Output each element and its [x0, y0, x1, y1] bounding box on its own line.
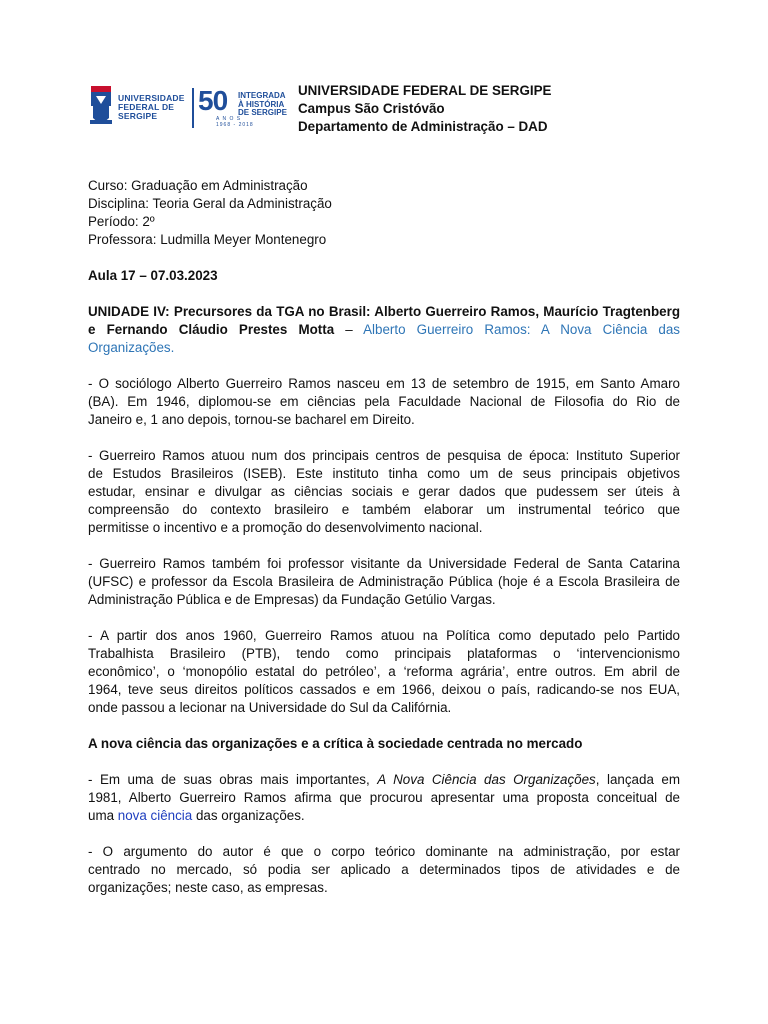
paragraph-3: - Guerreiro Ramos também foi professor visitante da Universidade Federal de Santa Catarina (UFSC) e professor da Escola Brasileira de Administração Pública (hoje é a Escola Brasileira de Administração Pública e de Empresas) da Fundação Getúlio Vargas.	[88, 556, 680, 607]
institution-name: UNIVERSIDADE FEDERAL DE SERGIPE	[298, 83, 552, 98]
department-name: Departamento de Administração – DAD	[298, 119, 548, 134]
course-line: Curso: Graduação em Administração	[88, 178, 308, 193]
paragraph-1: - O sociólogo Alberto Guerreiro Ramos nasceu em 13 de setembro de 1915, em Santo Amaro (BA). Em 1946, diplomou-se em ciências pela Faculdade Nacional de Filosofia do Rio de Janeiro e, 1 ano depois, tornou-se bacharel em Direito.	[88, 376, 680, 427]
lesson-title: Aula 17 – 07.03.2023	[88, 268, 218, 283]
document-header	[88, 82, 688, 132]
document-body	[88, 177, 680, 897]
period-line: Período: 2º	[88, 214, 155, 229]
campus-name: Campus São Cristóvão	[298, 101, 445, 116]
unit-heading: UNIDADE IV: Precursores da TGA no Brasil: Alberto Guerreiro Ramos, Maurício Tragtenberg e Fernando Cláudio Prestes Motta – Alberto Guerreiro Ramos: A Nova Ciência das Organizações.	[88, 304, 680, 355]
anniversary-number: 50	[198, 85, 228, 116]
anniversary-text: INTEGRADA À HISTÓRIA DE SERGIPE	[238, 91, 287, 117]
professor-line: Professora: Ludmilla Meyer Montenegro	[88, 232, 327, 247]
paragraph-4: - A partir dos anos 1960, Guerreiro Ramos atuou na Política como deputado pelo Partido Trabalhista Brasileiro (PTB), tendo como principais plataformas o ‘intervencionismo econômico’, o ‘monopólio estatal do petróleo’, a ‘reforma agrária’, entre outros. Em abril de 1964, teve seus direitos políticos cassados e em 1966, deixou o país, radicando-se nos EUA, onde passou a lecionar na Universidade do Sul da Califórnia.	[88, 628, 680, 715]
anniversary-sub: A N O S 1968 - 2018	[216, 116, 254, 128]
anniversary-logo	[198, 86, 298, 130]
unit-subtitle-link: Alberto Guerreiro Ramos: A Nova Ciência das	[363, 322, 680, 337]
ufs-logo-text: UNIVERSIDADE FEDERAL DE SERGIPE	[118, 93, 185, 121]
discipline-line: Disciplina: Teoria Geral da Administração	[88, 196, 332, 211]
institution-block	[298, 82, 551, 136]
ufs-crest-icon	[88, 84, 114, 128]
ufs-logo	[88, 82, 188, 130]
nova-ciencia-link[interactable]: nova ciência	[117, 808, 193, 823]
course-info	[88, 177, 680, 249]
paragraph-5: - Em uma de suas obras mais importantes, A Nova Ciência das Organizações, lançada em 1981, Alberto Guerreiro Ramos afirma que procurou apresentar uma proposta conceitual de uma nova ciência das organizações.	[88, 772, 680, 823]
section-title: A nova ciência das organizações e a crítica à sociedade centrada no mercado	[88, 736, 583, 751]
paragraph-6: - O argumento do autor é que o corpo teórico dominante na administração, por estar centrado no mercado, só podia ser aplicado a determinados tipos de atividades e de organizações; neste caso, as empresas.	[88, 844, 680, 895]
book-title: A Nova Ciência das Organizações	[377, 772, 596, 787]
paragraph-2: - Guerreiro Ramos atuou num dos principais centros de pesquisa de época: Instituto Superior de Estudos Brasileiros (ISEB). Este instituto tinha como um de seus principais objetivos estudar, ensinar e divulgar as ciências sociais e gerar dados que pudessem ser úteis à compreensão do contexto brasileiro e também elaborar um instrumental teórico que permitisse o incentivo e a promoção do desenvolvimento nacional.	[88, 448, 680, 535]
logo-divider	[192, 88, 194, 128]
